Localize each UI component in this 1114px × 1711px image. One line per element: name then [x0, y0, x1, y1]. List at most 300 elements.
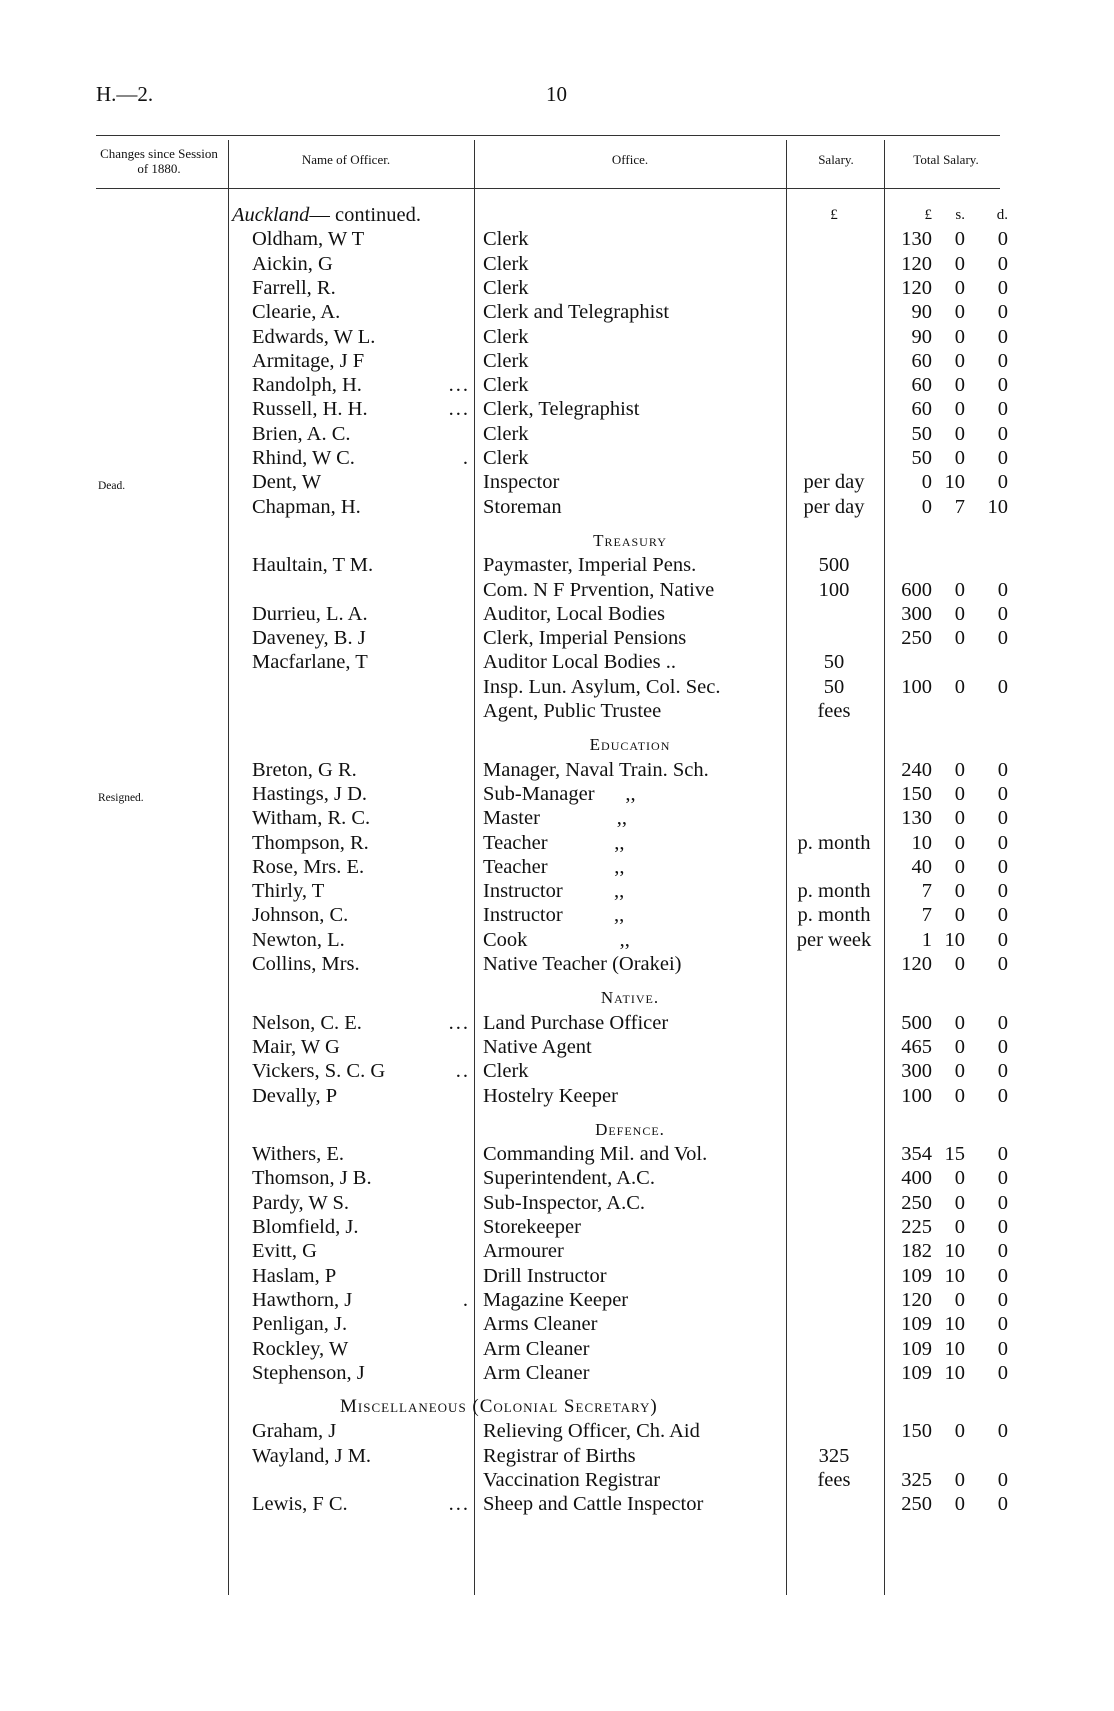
total-pence: 0 [997, 928, 1008, 951]
total-pence: 0 [997, 578, 1008, 601]
officer-name: Randolph, H. [252, 374, 362, 397]
officer-name: Macfarlane, T [252, 651, 368, 674]
header-rule [96, 188, 1000, 189]
office-title: Clerk [483, 228, 529, 251]
total-pounds: 0 [921, 495, 932, 518]
total-shillings: 10 [944, 1313, 965, 1336]
leader-dots: ... [448, 1011, 470, 1034]
total-shillings: 0 [954, 627, 965, 650]
officer-name: Devally, P [252, 1084, 338, 1107]
table-row [0, 1264, 1114, 1288]
office-title: Clerk [483, 447, 529, 469]
office-title: Clerk [483, 276, 529, 299]
total-pounds: 325 [901, 1469, 932, 1491]
office-title: Com. N F Prvention, Native [483, 578, 715, 601]
total-pence: 0 [997, 374, 1008, 397]
total-pence: 0 [997, 807, 1008, 830]
total-pence: 0 [997, 1264, 1008, 1287]
table-row [0, 952, 1114, 976]
total-shillings: 0 [954, 447, 965, 469]
table-row [0, 1239, 1114, 1263]
table-row [0, 1492, 1114, 1516]
office-title: Land Purchase Officer [483, 1011, 669, 1034]
office-title: Arms Cleaner [483, 1313, 598, 1336]
total-pounds: 500 [901, 1011, 932, 1034]
header-salary: Salary. [818, 152, 854, 167]
place-name: Auckland [232, 204, 310, 226]
total-shillings: 10 [944, 928, 965, 951]
office-title: Instructor ,, [483, 880, 625, 903]
total-pounds: 109 [901, 1337, 932, 1360]
total-pounds: 150 [901, 782, 932, 805]
total-shillings: 0 [954, 1191, 965, 1214]
office-title: Clerk [483, 252, 529, 275]
continued-heading [232, 203, 421, 227]
office-title: Clerk [483, 349, 529, 372]
total-pence: 0 [997, 301, 1008, 324]
total-shillings: 10 [944, 1337, 965, 1360]
salary-value: 100 [818, 578, 850, 601]
office-title: Relieving Officer, Ch. Aid [483, 1420, 700, 1443]
officer-name: Clearie, A. [252, 301, 341, 324]
page-number: 10 [546, 82, 567, 106]
officer-name: Brien, A. C. [252, 422, 351, 445]
header-total: Total Salary. [913, 152, 979, 167]
officer-name: Thompson, R. [252, 831, 369, 854]
section-title: Native. [600, 988, 660, 1008]
office-title: Cook ,, [483, 928, 630, 951]
office-title: Native Teacher (Orakei) [483, 953, 682, 975]
total-shillings: 0 [954, 1288, 965, 1311]
total-pounds: 7 [921, 904, 932, 927]
salary-value: 50 [823, 651, 845, 674]
total-pounds: 100 [901, 1084, 932, 1107]
total-pounds: 60 [911, 349, 932, 372]
table-row [0, 325, 1114, 349]
leader-dots: ... [448, 374, 470, 397]
change-note: Dead. [98, 480, 126, 493]
table-row [0, 1035, 1114, 1059]
total-pence: 0 [997, 1216, 1008, 1238]
officer-name: Stephenson, J [252, 1361, 365, 1384]
officer-name: Edwards, W L. [252, 325, 376, 348]
total-pence: 0 [997, 422, 1008, 445]
office-title: Sheep and Cattle Inspector [483, 1493, 704, 1516]
total-shillings: 0 [954, 1420, 965, 1443]
total-pence: 0 [997, 782, 1008, 805]
office-title: Sub-Inspector, A.C. [483, 1191, 646, 1214]
total-shillings: 0 [954, 1035, 965, 1058]
total-shillings: 0 [954, 578, 965, 601]
table-row [0, 397, 1114, 421]
total-pence: 0 [997, 855, 1008, 878]
table-row [0, 675, 1114, 699]
officer-name: Dent, W [252, 471, 322, 494]
table-row [0, 1059, 1114, 1083]
total-pounds: 465 [901, 1035, 932, 1058]
office-title: Native Agent [483, 1035, 592, 1058]
office-title: Clerk, Imperial Pensions [483, 627, 687, 650]
total-shillings: 0 [954, 602, 965, 625]
officer-name: Rhind, W C. [252, 447, 355, 469]
total-pounds: 60 [911, 398, 932, 421]
total-shillings: 0 [954, 807, 965, 830]
officer-name: Wayland, J M. [252, 1444, 372, 1467]
office-title: Auditor Local Bodies .. [483, 651, 677, 674]
total-shillings: 0 [954, 276, 965, 299]
officer-name: Mair, W G [252, 1035, 340, 1058]
officer-name: Rockley, W [252, 1337, 349, 1360]
total-shillings: 0 [954, 1167, 965, 1190]
continued-heading-row [0, 203, 1114, 227]
total-pence: 0 [997, 398, 1008, 421]
leader-dots: ... [448, 1493, 470, 1516]
officer-name: Hawthorn, J [252, 1288, 353, 1311]
officer-name: Penligan, J. [252, 1313, 348, 1336]
office-title: Arm Cleaner [483, 1361, 590, 1384]
section-title-row [0, 733, 1114, 757]
office-title: Hostelry Keeper [483, 1084, 618, 1107]
office-title: Instructor ,, [483, 904, 625, 927]
officer-name: Russell, H. H. [252, 398, 368, 421]
office-title: Commanding Mil. and Vol. [483, 1143, 708, 1166]
total-shillings: 0 [954, 675, 965, 698]
total-shillings: 10 [944, 1264, 965, 1287]
salary-value: fees [817, 1469, 851, 1491]
salary-value: p. month [797, 880, 871, 903]
table-row [0, 1312, 1114, 1336]
total-pounds: 7 [921, 880, 932, 903]
office-title: Drill Instructor [483, 1264, 607, 1287]
total-shillings: 0 [954, 855, 965, 878]
total-shillings: 0 [954, 782, 965, 805]
office-title: Clerk [483, 1060, 529, 1083]
total-pounds: 130 [901, 228, 932, 251]
total-pounds: 90 [911, 301, 932, 324]
total-pounds: 300 [901, 602, 932, 625]
section-title-row [0, 1395, 1114, 1419]
total-pounds: 50 [911, 422, 932, 445]
total-pence: 0 [997, 831, 1008, 854]
total-shillings: 0 [954, 349, 965, 372]
office-title: Arm Cleaner [483, 1337, 590, 1360]
office-title: Teacher ,, [483, 831, 625, 854]
total-shillings: 0 [954, 1493, 965, 1516]
total-pence: 0 [997, 1167, 1008, 1190]
total-pounds: 250 [901, 1191, 932, 1214]
total-shillings: 0 [954, 758, 965, 781]
total-shillings: 10 [944, 471, 965, 494]
total-shillings: 0 [954, 1011, 965, 1034]
office-title: Armourer [483, 1240, 564, 1263]
salary-value: 50 [823, 675, 845, 698]
total-pounds: 250 [901, 627, 932, 650]
officer-name: Witham, R. C. [252, 807, 371, 830]
table-row [0, 903, 1114, 927]
total-pence: 0 [997, 1313, 1008, 1336]
section-title: Defence. [595, 1119, 665, 1139]
total-pounds: 60 [911, 374, 932, 397]
office-title: Clerk [483, 325, 529, 348]
office-title: Manager, Naval Train. Sch. [483, 758, 709, 781]
office-title: Insp. Lun. Asylum, Col. Sec. [483, 675, 721, 698]
table-row [0, 495, 1114, 519]
total-shillings: 0 [954, 325, 965, 348]
officer-name: Nelson, C. E. [252, 1011, 362, 1034]
office-title: Clerk, Telegraphist [483, 398, 640, 421]
table-row [0, 300, 1114, 324]
salary-value: 325 [818, 1444, 850, 1467]
total-pence: 0 [997, 325, 1008, 348]
officer-name: Newton, L. [252, 928, 345, 951]
salary-value: per day [803, 495, 865, 518]
officer-name: Breton, G R. [252, 758, 357, 781]
total-shillings: 7 [954, 495, 965, 518]
total-pounds: 90 [911, 325, 932, 348]
officer-name: Lewis, F C. [252, 1493, 348, 1516]
salary-unit: £ [830, 207, 838, 223]
officer-name: Farrell, R. [252, 276, 336, 299]
total-pence: 0 [997, 602, 1008, 625]
header-changes: Changes since Session of 1880. [100, 146, 218, 176]
total-pounds: 182 [901, 1240, 932, 1263]
total-pounds: 120 [901, 276, 932, 299]
officer-name: Daveney, B. J [252, 627, 366, 650]
office-title: Paymaster, Imperial Pens. [483, 554, 697, 577]
table-row [0, 1337, 1114, 1361]
total-shillings: 0 [954, 1084, 965, 1107]
salary-value: p. month [797, 831, 871, 854]
officer-name: Oldham, W T [252, 228, 365, 251]
officer-name: Haslam, P [252, 1264, 337, 1287]
total-pence: 0 [997, 1191, 1008, 1214]
salary-value: per day [803, 471, 865, 494]
total-pounds: 150 [901, 1420, 932, 1443]
total-pence: 0 [997, 904, 1008, 927]
office-title: Agent, Public Trustee [483, 700, 662, 722]
table-row [0, 758, 1114, 782]
total-pence: 0 [997, 1035, 1008, 1058]
table-row [0, 1215, 1114, 1239]
total-shillings: 10 [944, 1361, 965, 1384]
officer-name: Withers, E. [252, 1143, 344, 1166]
salary-value: fees [817, 700, 851, 722]
table-row [0, 782, 1114, 806]
office-title: Storeman [483, 495, 562, 518]
total-pounds: 300 [901, 1060, 932, 1083]
total-pence: 0 [997, 1493, 1008, 1516]
office-title: Clerk and Telegraphist [483, 301, 670, 324]
total-pounds: 109 [901, 1313, 932, 1336]
table-row [0, 699, 1114, 723]
table-row [0, 650, 1114, 674]
officer-name: Hastings, J D. [252, 782, 368, 805]
total-pounds: 130 [901, 807, 932, 830]
total-pence: 0 [997, 1469, 1008, 1491]
total-pounds: 354 [901, 1143, 932, 1166]
section-title: Education [589, 735, 671, 755]
table-row [0, 276, 1114, 300]
pounds-unit: £ [924, 207, 932, 223]
table-row [0, 446, 1114, 470]
office-title: Inspector [483, 471, 560, 494]
total-pence: 0 [997, 1420, 1008, 1443]
total-pounds: 50 [911, 447, 932, 469]
table-row [0, 1361, 1114, 1385]
section-title-row [0, 1118, 1114, 1142]
total-pence: 0 [997, 349, 1008, 372]
table-row [0, 626, 1114, 650]
change-note: Resigned. [98, 791, 144, 804]
total-pence: 0 [997, 1060, 1008, 1083]
table-row [0, 227, 1114, 251]
continued-suffix: — continued. [309, 204, 422, 226]
table-row [0, 373, 1114, 397]
total-pence: 10 [987, 495, 1008, 518]
officer-name: Johnson, C. [252, 904, 349, 927]
table-row [0, 879, 1114, 903]
table-row [0, 928, 1114, 952]
pence-unit: d. [996, 207, 1008, 223]
office-title: Storekeeper [483, 1216, 581, 1238]
total-pence: 0 [997, 471, 1008, 494]
office-title: Vaccination Registrar [483, 1469, 661, 1491]
total-shillings: 0 [954, 398, 965, 421]
officer-name: Thirly, T [252, 880, 325, 903]
total-pounds: 40 [911, 855, 932, 878]
officer-name: Armitage, J F [252, 349, 365, 372]
total-pounds: 120 [901, 1288, 932, 1311]
total-pence: 0 [997, 1011, 1008, 1034]
officer-name: Blomfield, J. [252, 1216, 359, 1238]
total-shillings: 0 [954, 252, 965, 275]
leader-dots: . [462, 1288, 470, 1311]
page-ref: H.—2. [96, 82, 154, 106]
section-title-row [0, 529, 1114, 553]
total-pence: 0 [997, 675, 1008, 698]
table-row [0, 578, 1114, 602]
shillings-unit: s. [955, 207, 965, 223]
table-row [0, 1166, 1114, 1190]
total-shillings: 15 [944, 1143, 965, 1166]
leader-dots: .. [455, 1060, 470, 1083]
table-row [0, 1468, 1114, 1492]
salary-value: 500 [818, 554, 850, 577]
office-title: Registrar of Births [483, 1444, 636, 1467]
total-shillings: 0 [954, 953, 965, 975]
officer-name: Chapman, H. [252, 495, 361, 518]
total-shillings: 0 [954, 228, 965, 251]
table-row [0, 831, 1114, 855]
office-title: Superintendent, A.C. [483, 1167, 655, 1190]
total-pence: 0 [997, 228, 1008, 251]
leader-dots: ... [448, 398, 470, 421]
table-row [0, 1444, 1114, 1468]
table-row [0, 1084, 1114, 1108]
total-shillings: 0 [954, 1216, 965, 1238]
total-pounds: 600 [901, 578, 932, 601]
officer-name: Pardy, W S. [252, 1191, 350, 1214]
officer-name: Aickin, G [252, 252, 333, 275]
total-shillings: 0 [954, 422, 965, 445]
table-row [0, 602, 1114, 626]
header-office: Office. [611, 152, 649, 167]
office-title: Auditor, Local Bodies [483, 602, 665, 625]
total-shillings: 0 [954, 831, 965, 854]
total-shillings: 0 [954, 301, 965, 324]
total-pounds: 100 [901, 675, 932, 698]
total-pence: 0 [997, 1240, 1008, 1263]
table-row [0, 1288, 1114, 1312]
total-pounds: 120 [901, 953, 932, 975]
total-pence: 0 [997, 1288, 1008, 1311]
office-title: Clerk [483, 422, 529, 445]
total-pounds: 109 [901, 1264, 932, 1287]
table-row [0, 470, 1114, 494]
total-pence: 0 [997, 758, 1008, 781]
officer-name: Haultain, T M. [252, 554, 374, 577]
table-row [0, 553, 1114, 577]
total-shillings: 0 [954, 1469, 965, 1491]
total-pounds: 0 [921, 471, 932, 494]
officer-name: Graham, J [252, 1420, 337, 1443]
total-shillings: 0 [954, 374, 965, 397]
salary-value: p. month [797, 904, 871, 927]
table-row [0, 1142, 1114, 1166]
total-pounds: 1 [921, 928, 932, 951]
total-pence: 0 [997, 1084, 1008, 1107]
officer-name: Vickers, S. C. G [252, 1060, 386, 1083]
officer-name: Evitt, G [252, 1240, 317, 1263]
header-name: Name of Officer. [301, 152, 391, 167]
total-shillings: 0 [954, 1060, 965, 1083]
office-title: Clerk [483, 374, 529, 397]
office-title: Master ,, [483, 807, 628, 830]
total-shillings: 10 [944, 1240, 965, 1263]
total-pounds: 10 [911, 831, 932, 854]
section-title: Miscellaneous (Colonial Secretary) [340, 1396, 658, 1418]
table-row [0, 1419, 1114, 1443]
officer-name: Collins, Mrs. [252, 953, 360, 975]
table-row [0, 422, 1114, 446]
total-pence: 0 [997, 880, 1008, 903]
total-pounds: 400 [901, 1167, 932, 1190]
total-pence: 0 [997, 1337, 1008, 1360]
total-pence: 0 [997, 276, 1008, 299]
total-pounds: 120 [901, 252, 932, 275]
total-pence: 0 [997, 953, 1008, 975]
office-title: Teacher ,, [483, 855, 625, 878]
office-title: Magazine Keeper [483, 1288, 629, 1311]
total-pounds: 250 [901, 1493, 932, 1516]
total-pounds: 240 [901, 758, 932, 781]
total-shillings: 0 [954, 904, 965, 927]
total-shillings: 0 [954, 880, 965, 903]
total-pence: 0 [997, 252, 1008, 275]
leader-dots: . [462, 447, 470, 469]
total-pence: 0 [997, 447, 1008, 469]
total-pence: 0 [997, 1143, 1008, 1166]
table-row [0, 806, 1114, 830]
table-row [0, 252, 1114, 276]
officer-name: Thomson, J B. [252, 1167, 372, 1190]
top-rule [96, 135, 1000, 136]
total-pence: 0 [997, 1361, 1008, 1384]
total-pounds: 225 [901, 1216, 932, 1238]
table-row [0, 855, 1114, 879]
table-row [0, 1191, 1114, 1215]
office-title: Sub-Manager ,, [483, 782, 636, 805]
